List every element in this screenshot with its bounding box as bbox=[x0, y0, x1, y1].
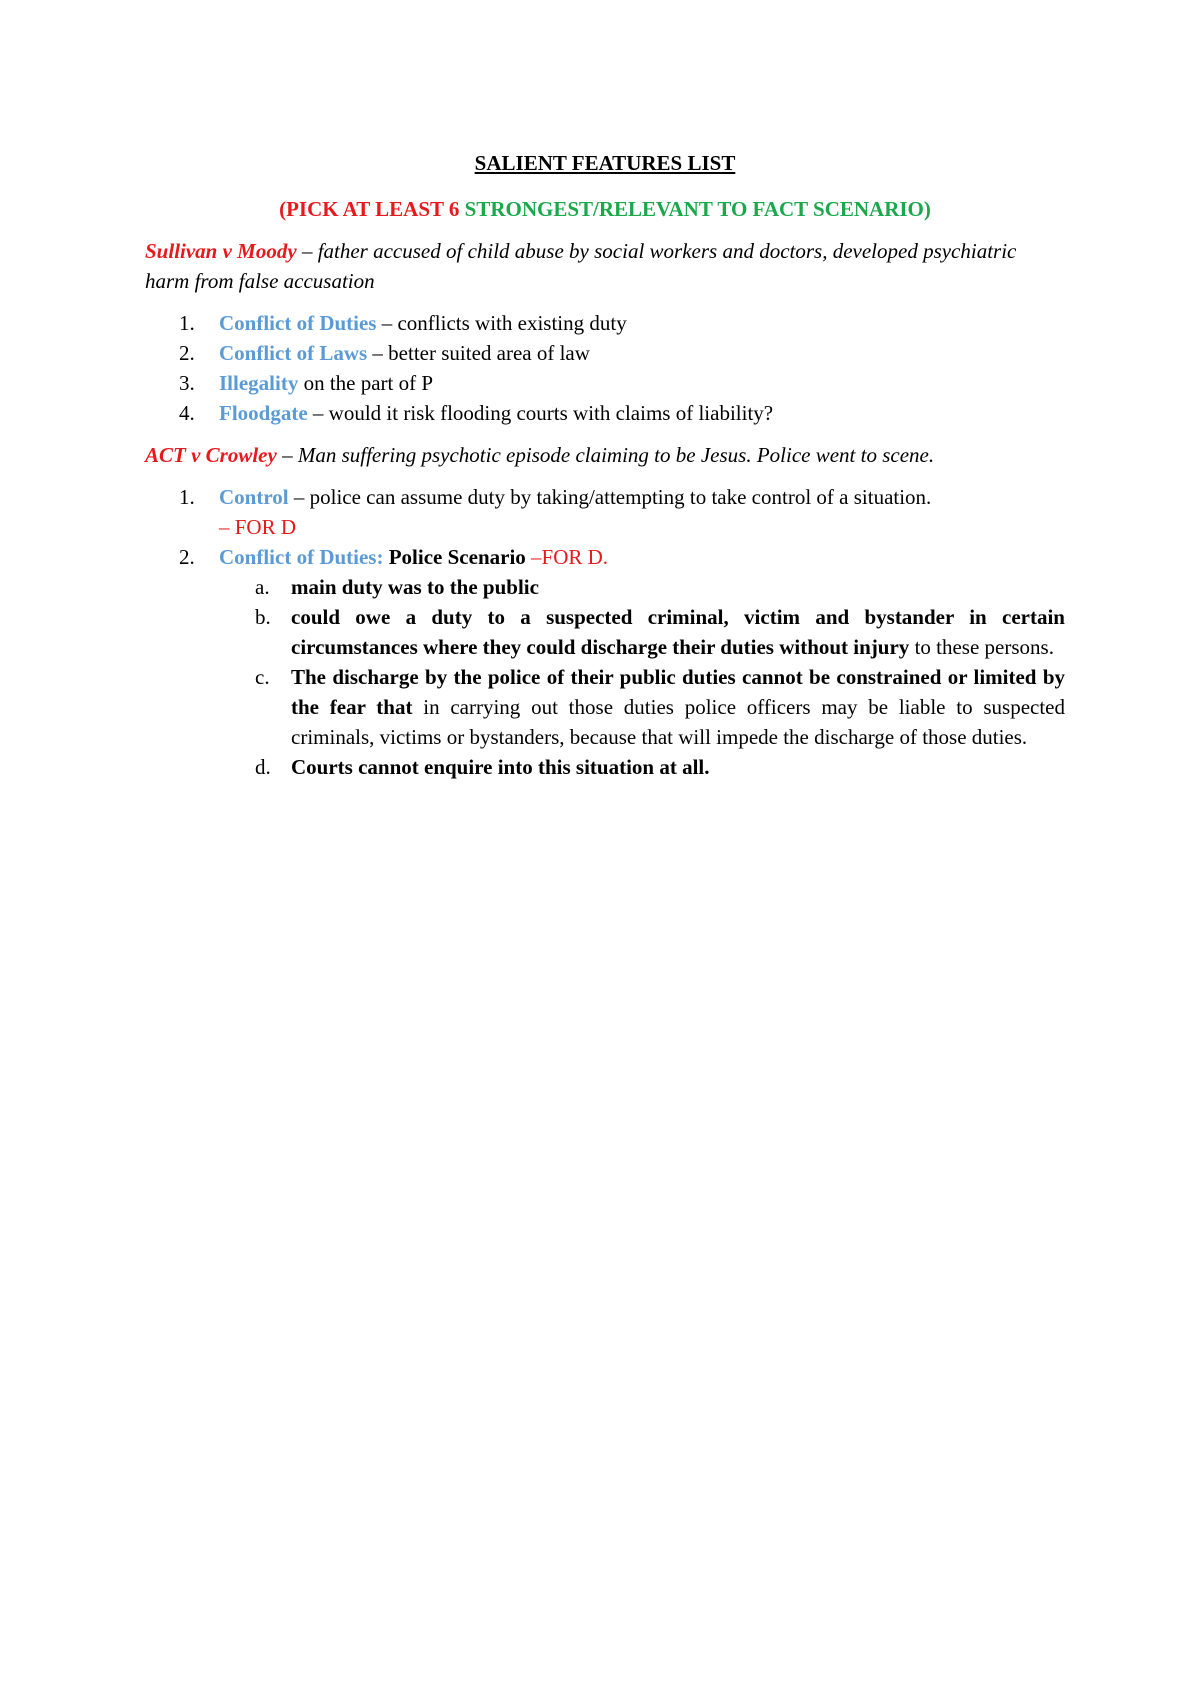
sub-list-item bbox=[255, 752, 1065, 782]
list-item bbox=[179, 338, 1065, 368]
feature-label: Conflict of Laws bbox=[219, 341, 368, 365]
feature-text: – better suited area of law bbox=[367, 341, 590, 365]
sub-list-marker: b. bbox=[255, 605, 271, 629]
feature-text: – would it risk flooding courts with claims of liability? bbox=[307, 401, 774, 425]
list-item bbox=[179, 482, 1065, 542]
feature-label: Conflict of Duties: bbox=[219, 545, 384, 569]
sub-list-marker: c. bbox=[255, 665, 270, 689]
case-name: Sullivan v Moody bbox=[145, 239, 297, 263]
sub-item-bold: main duty was to the public bbox=[291, 575, 539, 599]
sub-item-bold: The discharge by the police of their public duties cannot be constrained or limited by the fear that bbox=[291, 665, 1065, 719]
feature-text: – conflicts with existing duty bbox=[376, 311, 627, 335]
list-item bbox=[179, 398, 1065, 428]
for-d-note: – FOR D bbox=[219, 515, 297, 539]
list-number: 4. bbox=[179, 401, 195, 425]
sub-item-text: to these persons. bbox=[909, 635, 1054, 659]
feature-label: Floodgate bbox=[219, 401, 308, 425]
page-title: SALIENT FEATURES LIST bbox=[474, 151, 736, 175]
list-number: 1. bbox=[179, 485, 195, 509]
scenario-label: Police Scenario bbox=[383, 545, 532, 569]
list-number: 2. bbox=[179, 545, 195, 569]
list-item bbox=[179, 542, 1066, 782]
list-number: 1. bbox=[179, 311, 195, 335]
document-body bbox=[145, 140, 1065, 794]
case-heading-sullivan bbox=[145, 236, 1065, 296]
case-heading-crowley bbox=[145, 440, 1065, 470]
for-d-note: –FOR D. bbox=[531, 545, 609, 569]
subtitle-green: STRONGEST/RELEVANT TO FACT SCENARIO) bbox=[464, 197, 931, 221]
list-item bbox=[179, 308, 1065, 338]
sub-list-marker: a. bbox=[255, 575, 270, 599]
feature-text: – police can assume duty by taking/attempting to take control of a situation. bbox=[288, 485, 932, 509]
sub-list-marker: d. bbox=[255, 755, 271, 779]
page-subtitle bbox=[145, 194, 1065, 224]
police-scenario-sublist bbox=[219, 572, 1065, 782]
list-number: 2. bbox=[179, 341, 195, 365]
list-number: 3. bbox=[179, 371, 195, 395]
list-item bbox=[179, 368, 1065, 398]
sub-list-item bbox=[255, 602, 1065, 662]
crowley-features-list bbox=[145, 482, 1065, 782]
feature-text: on the part of P bbox=[298, 371, 434, 395]
sub-item-bold: could owe a duty to a suspected criminal, victim and bystander in certain circumstances where they could discharge their duties without injury bbox=[291, 605, 1065, 659]
feature-label: Control bbox=[219, 485, 289, 509]
feature-label: Illegality bbox=[219, 371, 299, 395]
feature-label: Conflict of Duties bbox=[219, 311, 377, 335]
sub-item-bold: Courts cannot enquire into this situation at all. bbox=[291, 755, 710, 779]
sullivan-features-list bbox=[145, 308, 1065, 428]
sub-item-text: in carrying out those duties police officers may be liable to suspected criminals, victims or bystanders, because that will impede the discharge of those duties. bbox=[291, 695, 1066, 749]
subtitle-red: (PICK AT LEAST 6 bbox=[279, 197, 465, 221]
case-description: – Man suffering psychotic episode claiming to be Jesus. Police went to scene. bbox=[276, 443, 935, 467]
sub-list-item bbox=[255, 662, 1066, 752]
case-name: ACT v Crowley bbox=[145, 443, 277, 467]
case-description: – father accused of child abuse by social workers and doctors, developed psychiatric harm from false accusation bbox=[145, 239, 1017, 293]
sub-list-item bbox=[255, 572, 1065, 602]
